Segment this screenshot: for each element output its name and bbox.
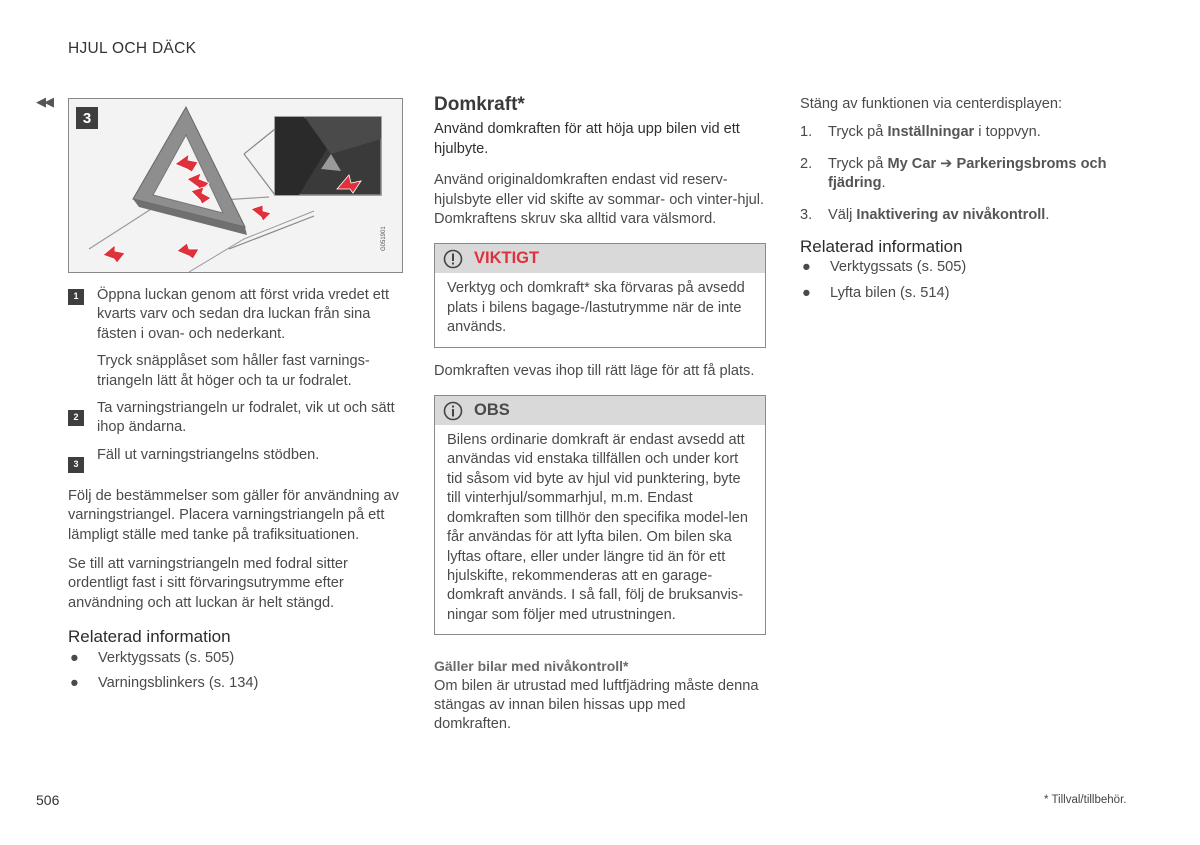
related-link[interactable] (800, 284, 1134, 303)
page-number: 506 (36, 792, 60, 808)
menu-path: Inaktivering av nivåkontroll (856, 206, 1046, 223)
ordered-step (800, 155, 1134, 194)
step-text: Ta varningstriangeln ur fodralet, vik ut och sätt ihop ändarna. (97, 400, 395, 436)
related-heading: Relaterad information (68, 627, 231, 647)
important-header (435, 244, 765, 273)
related-link-text[interactable]: Lyfta bilen (s. 514) (830, 284, 950, 301)
important-text: Verktyg och domkraft* ska förvaras på avsedd plats i bilens bagage-/lastutrymme när de inte används. (447, 280, 745, 336)
related-link-text[interactable]: Varningsblinkers (s. 134) (98, 675, 259, 692)
step-1 (68, 286, 404, 344)
paragraph: Använd originaldomkraften endast vid reserv-hjulsbyte eller vid skifte av sommar- och vinter-hjul. Domkraftens skruv ska alltid vara välsmord. (434, 172, 765, 228)
right-column (800, 95, 1134, 309)
step-number: 2 (68, 410, 84, 426)
sub-heading: Gäller bilar med nivåkontroll* (434, 658, 629, 675)
warning-triangle-illustration (68, 98, 403, 273)
step-text: Tryck på (828, 155, 888, 172)
step-text: Tryck på (828, 124, 888, 141)
step-text: Välj (828, 206, 857, 223)
related-heading: Relaterad information (800, 237, 963, 257)
step-text: . (881, 175, 886, 192)
bullet-icon: ● (802, 259, 811, 276)
step-number: 3 (68, 457, 84, 473)
related-link[interactable] (800, 258, 1134, 277)
related-link[interactable] (68, 674, 404, 693)
middle-column (434, 95, 766, 735)
paragraph: Se till att varningstriangeln med fodral sitter ordentligt fast i sitt förvaringsutrymme efter användning och att luckan är helt stängd. (68, 556, 348, 611)
note-header (435, 396, 765, 425)
note-title: OBS (474, 400, 510, 419)
step-number: 1 (68, 289, 84, 305)
step-number: 3. (800, 206, 813, 223)
step-number: 1. (800, 124, 813, 141)
step-1-extra: Tryck snäpplåset som håller fast varnings-triangeln lätt åt höger och ta ur fodralet. (97, 353, 370, 389)
lead-text: Använd domkraften för att höja upp bilen vid ett hjulbyte. (434, 121, 740, 157)
page-header: HJUL OCH DÄCK (68, 40, 197, 57)
step-text: Fäll ut varningstriangelns stödben. (97, 446, 320, 463)
related-link-text[interactable]: Verktygssats (s. 505) (830, 259, 967, 276)
step-3 (68, 446, 404, 473)
figure-code: G051901 (381, 226, 387, 251)
important-title: VIKTIGT (474, 249, 540, 268)
left-column (68, 286, 404, 700)
ordered-step (800, 123, 1134, 142)
info-icon (443, 401, 463, 421)
figure-callout-number: 3 (82, 109, 92, 127)
related-link[interactable] (68, 649, 404, 668)
intro-text: Stäng av funktionen via centerdisplayen: (800, 96, 1063, 112)
note-text: Bilens ordinarie domkraft är endast avsedd att användas vid enstaka tillfällen och under kort tid såsom vid byte av hjul vid punktering, byte till vinterhjul/sommarhjul, m.m. Endast domkraften som tillhör den specifika model-len får användas för att lyfta bilen. Om bilen ska lyftas oftare, eller under längre tid än för ett hjulskifte, rekommenderas att en garage-domkraft används. I så fall, följ de bruksanvis-ningar som följer med utrustningen. (447, 432, 748, 623)
ordered-step (800, 206, 1134, 225)
bullet-icon: ● (802, 284, 811, 301)
step-text: Öppna luckan genom att först vrida vredet ett kvarts varv och sedan dra luckan från sina fästen i ovan- och nederkant. (97, 287, 390, 342)
paragraph: Om bilen är utrustad med luftfjädring måste denna stängas av innan bilen hissas upp med domkraften. (434, 677, 759, 733)
bullet-icon: ● (70, 675, 79, 692)
bullet-icon: ● (70, 649, 79, 666)
step-text: . (1045, 206, 1050, 223)
footnote: * Tillval/tillbehör. (1044, 794, 1127, 806)
paragraph: Domkraften vevas ihop till rätt läge för att få plats. (434, 362, 755, 379)
menu-path: Inställningar (887, 124, 975, 141)
paragraph: Följ de bestämmelser som gäller för användning av varningstriangel. Placera varningstriangeln på ett lämpligt ställe med tanke på trafiksituationen. (68, 487, 399, 543)
note-box (434, 395, 766, 635)
continued-marker-icon: ◀◀ (36, 94, 52, 109)
important-box (434, 243, 766, 347)
step-number: 2. (800, 155, 813, 172)
exclamation-icon (443, 249, 463, 269)
step-text: i toppvyn. (974, 124, 1041, 141)
step-2 (68, 399, 404, 438)
related-link-text[interactable]: Verktygssats (s. 505) (98, 649, 235, 666)
section-heading: Domkraft* (434, 94, 525, 115)
menu-path: My Car ➔ Parkeringsbroms och fjädring (828, 155, 1107, 192)
